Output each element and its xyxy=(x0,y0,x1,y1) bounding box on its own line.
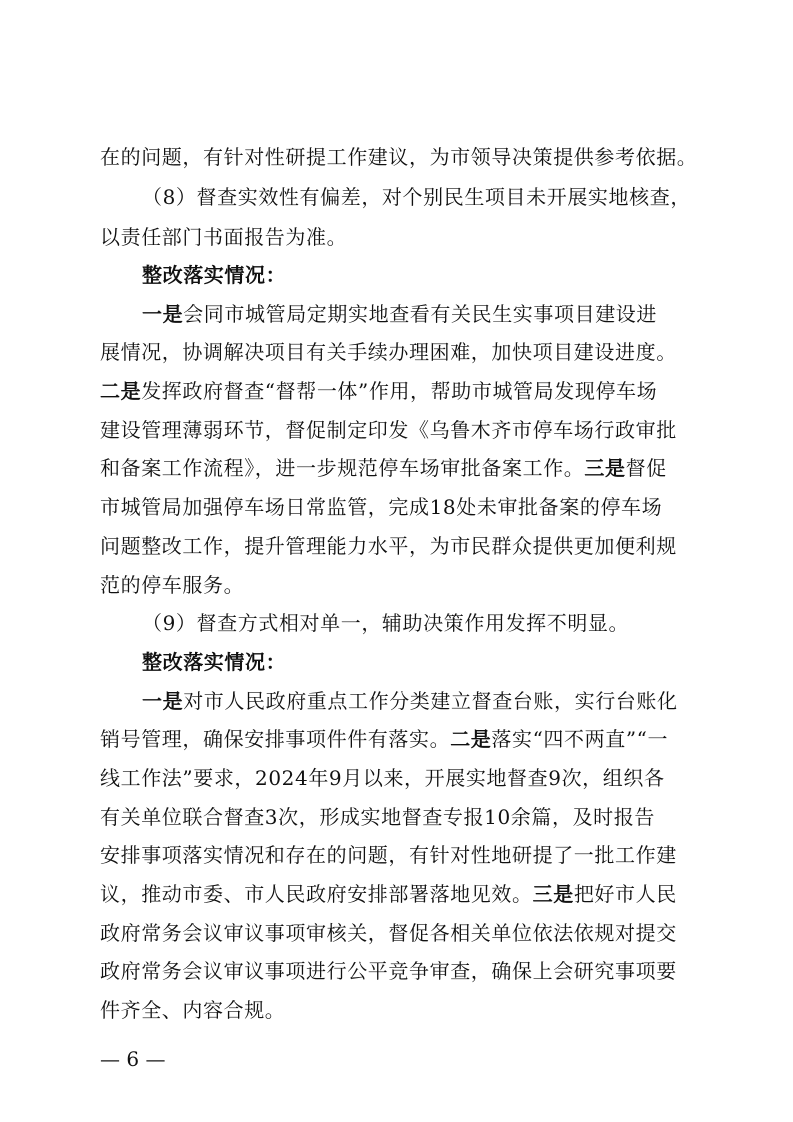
text-line xyxy=(142,299,700,329)
text-line xyxy=(100,492,700,522)
text-line xyxy=(100,570,700,600)
body-text: 市城管局加强停车场日常监管，完成18处未审批备案的停车场 xyxy=(100,495,663,519)
body-text: 销号管理，确保安排事项件件有落实。 xyxy=(100,727,451,751)
text-line xyxy=(100,879,700,909)
body-text: 和备案工作流程》，进一步规范停车场审批备案工作。 xyxy=(100,456,585,480)
text-line xyxy=(100,724,700,754)
text-line xyxy=(100,222,700,252)
text-line xyxy=(100,956,700,986)
text-line xyxy=(100,453,700,483)
bold-lead-text: 一是 xyxy=(142,302,184,326)
body-text: 政府常务会议审议事项审核关，督促各相关单位依法依规对提交 xyxy=(100,921,677,945)
text-line xyxy=(100,376,700,406)
body-text: 发挥政府督查“督帮一体”作用，帮助市城管局发现停车场 xyxy=(141,379,658,403)
body-text: 线工作法”要求，2024年9月以来，开展实地督查9次，组织各 xyxy=(100,766,665,790)
text-line xyxy=(100,337,700,367)
bold-lead-text: 三是 xyxy=(584,456,626,480)
body-text: 议，推动市委、市人民政府安排部署落地见效。 xyxy=(100,882,533,906)
bold-lead-text: 整改落实情况： xyxy=(142,263,287,287)
body-text: 有关单位联合督查3次，形成实地督查专报10余篇，及时报告 xyxy=(100,805,655,829)
body-text: 政府常务会议审议事项进行公平竞争审查，确保上会研究事项要 xyxy=(100,959,677,983)
section-heading xyxy=(142,260,700,290)
bold-lead-text: 三是 xyxy=(532,882,574,906)
body-text: 安排事项落实情况和存在的问题，有针对性地研提了一批工作建 xyxy=(100,843,677,867)
body-text: 以责任部门书面报告为准。 xyxy=(100,225,348,249)
body-text: 在的问题，有针对性研提工作建议，为市领导决策提供参考依据。 xyxy=(100,145,698,169)
body-text: 展情况，协调解决项目有关手续办理困难，加快项目建设进度。 xyxy=(100,340,677,364)
bold-lead-text: 整改落实情况： xyxy=(142,650,287,674)
body-text: 件齐全、内容合规。 xyxy=(100,998,286,1022)
bold-lead-text: 二是 xyxy=(450,727,492,751)
text-line xyxy=(100,142,700,172)
body-text: 问题整改工作，提升管理能力水平，为市民群众提供更加便利规 xyxy=(100,534,677,558)
page-number: — 6 — xyxy=(100,1047,166,1071)
body-text: 督促 xyxy=(625,456,667,480)
text-line xyxy=(100,918,700,948)
text-line xyxy=(142,608,700,638)
text-line xyxy=(100,531,700,561)
body-text: 范的停车服务。 xyxy=(100,573,245,597)
text-line xyxy=(142,182,700,212)
body-text: 落实“四不两直”“一 xyxy=(491,727,669,751)
body-text: （9）督查方式相对单一，辅助决策作用发挥不明显。 xyxy=(142,611,630,635)
text-line xyxy=(100,802,700,832)
bold-lead-text: 二是 xyxy=(100,379,142,403)
text-line xyxy=(100,763,700,793)
text-line xyxy=(100,840,700,870)
body-text: （8）督查实效性有偏差，对个别民生项目未开展实地核查， xyxy=(142,185,691,209)
body-text: 会同市城管局定期实地查看有关民生实事项目建设进 xyxy=(183,302,658,326)
section-heading xyxy=(142,647,700,677)
text-line xyxy=(142,686,700,716)
body-text: 把好市人民 xyxy=(573,882,677,906)
text-line xyxy=(100,415,700,445)
body-text: 对市人民政府重点工作分类建立督查台账，实行台账化 xyxy=(183,689,678,713)
text-line xyxy=(100,995,700,1025)
bold-lead-text: 一是 xyxy=(142,689,184,713)
body-text: 建设管理薄弱环节，督促制定印发《乌鲁木齐市停车场行政审批 xyxy=(100,418,677,442)
